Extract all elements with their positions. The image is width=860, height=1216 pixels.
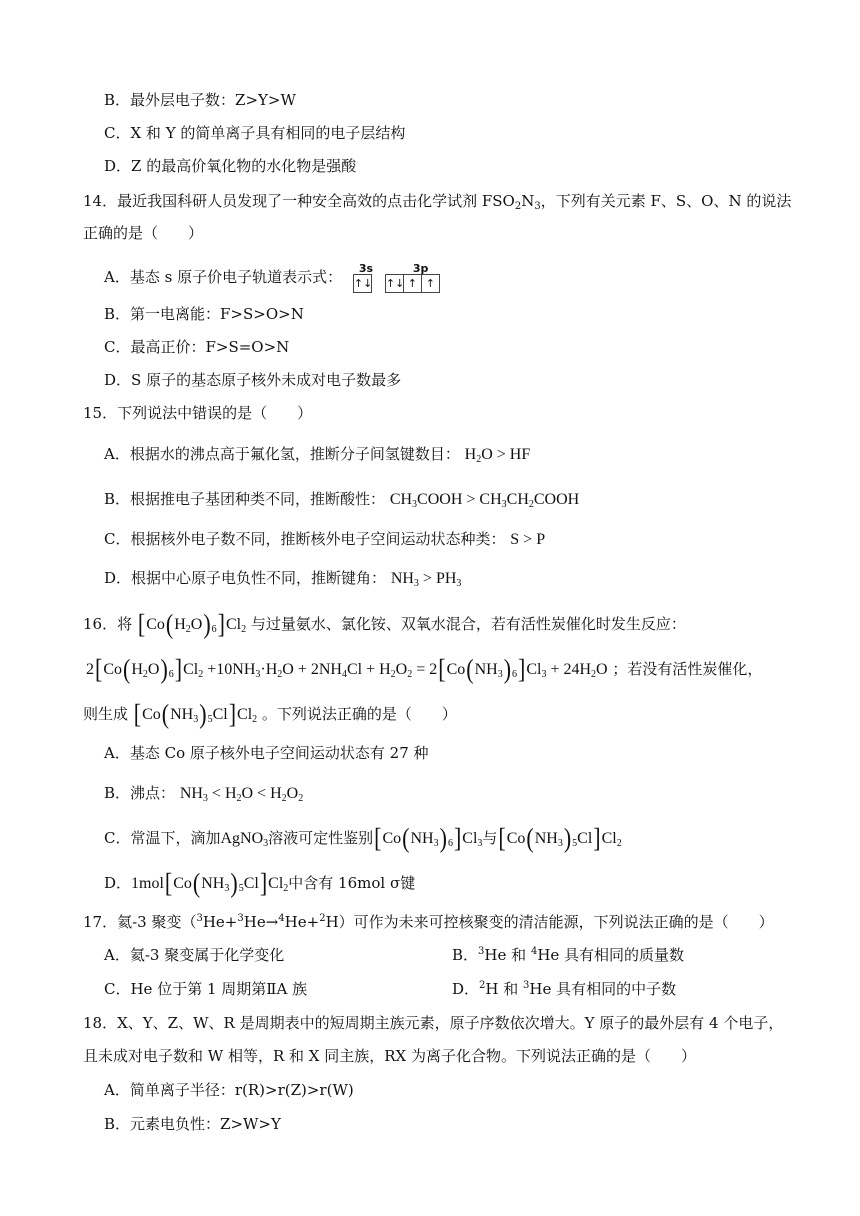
q14-option-a	[104, 262, 459, 294]
orbital-cell: ↑↓	[353, 277, 373, 290]
q16-option-c-text-b: 溶液可定性鉴别	[268, 829, 374, 847]
q18-option-a: A．简单离子半径：r(R)>r(Z)>r(W)	[104, 1081, 354, 1099]
q17-option-d: D．$^2$H 和 $^3$He 具有相同的中子数	[452, 980, 677, 998]
formula: $NH_3 < H_2O < H_2O_2$	[179, 785, 304, 804]
q15-option-c	[104, 528, 545, 551]
q17-option-b: B．$^3$He 和 $^4$He 具有相同的质量数	[452, 946, 685, 964]
q15-option-a-text: A．根据水的沸点高于氟化氢，推断分子间氢键数目：	[104, 445, 460, 463]
q14-sub-3: 3	[534, 201, 541, 212]
formula: $1mol[Co(NH_3)_5Cl]Cl_2$	[131, 866, 289, 898]
q16-option-c	[104, 821, 622, 853]
q16-option-d-text-a: D．	[104, 874, 132, 892]
equation-formula: $2[Co(H_2O)_6]Cl_2 +10NH_3\cdot H_2O + 2NH_4Cl + H_2O_2 = 2[Co(NH_3)_6]Cl_3 + 24H_2O$	[86, 652, 608, 684]
q13-option-d: D．Z 的最高价氧化物的水化物是强酸	[104, 157, 357, 175]
q16-option-d	[104, 866, 416, 898]
q16-option-b-text: B．沸点：	[104, 784, 176, 802]
q16-stem	[83, 607, 686, 639]
q16-option-d-text-b: 中含有 16mol	[288, 874, 386, 892]
formula: $[Co(NH_3)_5Cl]Cl_2$	[498, 821, 622, 853]
orbital-label-3p: 3p	[412, 262, 429, 275]
formula: $NH_3 > PH_3$	[390, 570, 462, 589]
q15-option-d	[104, 567, 461, 590]
orbital-diagram	[351, 262, 459, 294]
q16-stem-text-a: 16．将	[83, 615, 133, 633]
q14-stem-text-c: ，下列有关元素 F、S、O、N 的说法	[540, 192, 792, 210]
formula: $CH_3COOH$ > $CH_3CH_2COOH$	[389, 491, 580, 510]
sigma-symbol: σ	[389, 874, 401, 892]
q15-option-c-text: C．根据核外电子数不同，推断核外电子空间运动状态种类：	[104, 530, 506, 548]
q18-stem: 18．X、Y、Z、W、R 是周期表中的短周期主族元素，原子序数依次增大。Y 原子的最外层有 4 个电子，	[83, 1014, 784, 1032]
q17-option-a: A．氦-3 聚变属于化学变化	[104, 946, 285, 964]
q16-equation	[86, 652, 763, 684]
formula: $[Co(NH_3)_6]Cl_3$	[374, 821, 483, 853]
q16-stem3-text-b: 。下列说法正确的是（ ）	[261, 705, 457, 723]
q14-sub-2: 2	[514, 201, 522, 212]
q15-stem: 15．下列说法中错误的是（ ）	[83, 404, 313, 422]
q15-option-a	[104, 443, 530, 466]
q15-option-b-text: B．根据推电子基团种类不同，推断酸性：	[104, 490, 386, 508]
q14-option-c: C．最高正价：F>S=O>N	[104, 338, 290, 356]
formula: S > P	[510, 531, 546, 548]
q16-stem3-text-a: 则生成	[83, 705, 129, 723]
formula: AgNO$_3$	[220, 830, 269, 849]
q16-equation-tail: ；若没有活性炭催化，	[612, 660, 763, 678]
q13-option-c: C．X 和 Y 的简单离子具有相同的电子层结构	[104, 124, 406, 142]
q16-option-d-text-d: 键	[400, 874, 416, 892]
q14-option-a-text: A．基态 s 原子价电子轨道表示式：	[104, 268, 343, 286]
q16-option-c-text-c: 与	[482, 829, 498, 847]
q14-stem-text-a: 14．最近我国科研人员发现了一种安全高效的点击化学试剂 FSO	[83, 192, 515, 210]
q14-stem-text-b: N	[521, 192, 535, 210]
formula: $[Co(NH_3)_5Cl]Cl_2$	[133, 697, 258, 729]
q14-option-d: D．S 原子的基态原子核外未成对电子数最多	[104, 371, 402, 389]
q16-option-a: A．基态 Co 原子核外电子空间运动状态有 27 种	[104, 744, 429, 762]
q14-option-b: B．第一电离能：F>S>O>N	[104, 305, 304, 323]
q18-stem-line2: 且未成对电子数和 W 相等，R 和 X 同主族，RX 为离子化合物。下列说法正确的是（ ）	[83, 1047, 696, 1065]
q14-stem	[83, 190, 791, 212]
q17-stem: 17．氦-3 聚变（$^3$He+$^3$He→$^4$He+$^2$H）可作为未来可控核聚变的清洁能源，下列说法正确的是（ ）	[83, 913, 774, 931]
q15-option-b	[104, 488, 579, 511]
q17-option-c: C．He 位于第 1 周期第ⅡA 族	[104, 980, 308, 998]
q14-stem-line2: 正确的是（ ）	[83, 224, 204, 242]
q15-option-d-text: D．根据中心原子电负性不同，推断键角：	[104, 569, 387, 587]
q16-stem-line3	[83, 697, 457, 729]
orbital-cell: ↑↓	[385, 277, 405, 290]
q16-option-b	[104, 782, 303, 805]
orbital-cell: ↑	[425, 277, 435, 290]
q17-option-d-text: 具有相同的中子数	[556, 980, 677, 998]
q17-option-b-text: 和	[511, 946, 527, 964]
q16-option-c-text-a: C．常温下，滴加	[104, 829, 221, 847]
orbital-cell: ↑	[404, 275, 422, 292]
q17-stem-text: 可作为未来可控核聚变的清洁能源，下列说法正确的是（ ）	[353, 913, 774, 931]
q13-option-b: B．最外层电子数：Z>Y>W	[104, 91, 296, 109]
formula: $[Co(H_2O)_6]Cl_2$	[137, 607, 247, 639]
orbital-3p-box	[385, 274, 440, 293]
formula: $H_2O$ > HF	[464, 446, 531, 465]
q17-option-b-text-b: 具有相同的质量数	[564, 946, 685, 964]
orbital-label-3s: 3s	[358, 262, 374, 275]
orbital-3s-box	[353, 274, 372, 293]
q16-stem-text-b: 与过量氨水、氯化铵、双氧水混合，若有活性炭催化时发生反应：	[250, 615, 686, 633]
q18-option-b: B．元素电负性：Z>W>Y	[104, 1115, 281, 1133]
